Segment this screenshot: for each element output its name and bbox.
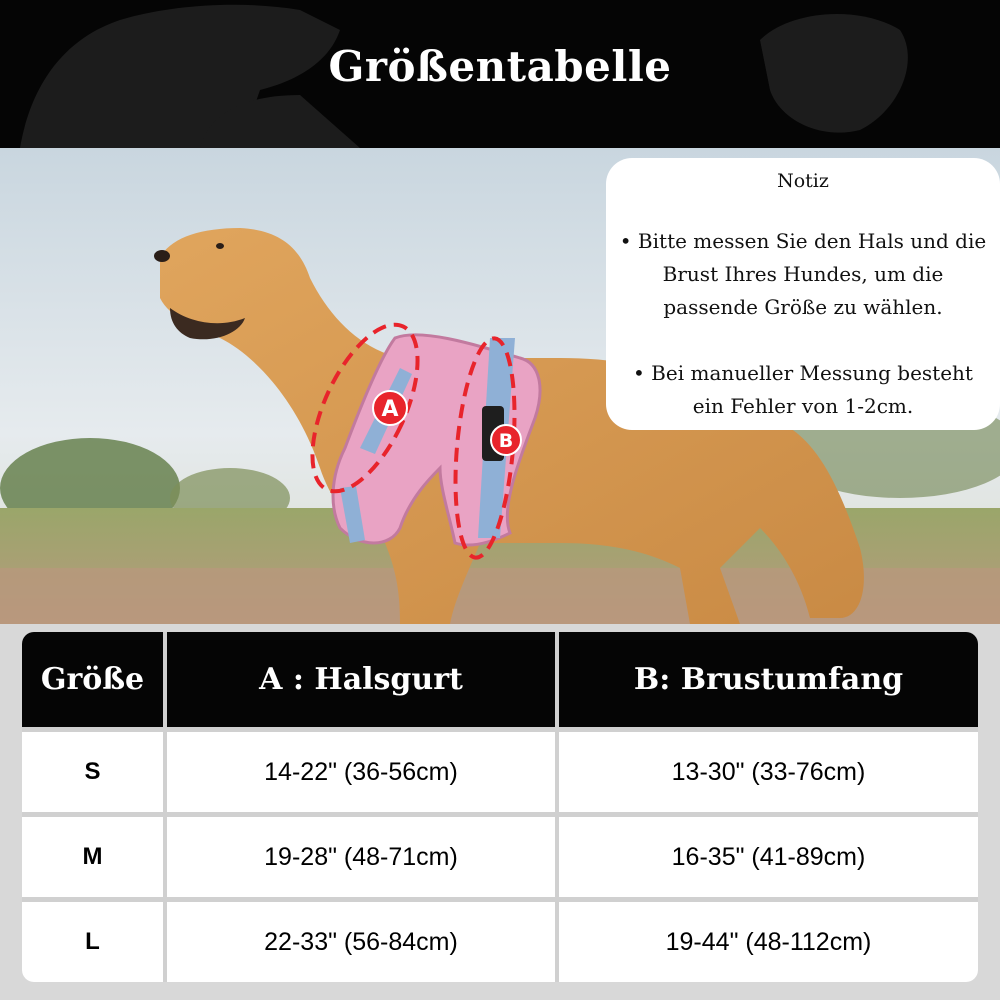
- size-table: [22, 632, 978, 982]
- marker-a-label: A: [381, 397, 399, 422]
- note-bullet-measure: • Bitte messen Sie den Hals und die Brust Ihres Hundes, um die passende Größe zu wählen.: [619, 229, 987, 319]
- neck-cell: 22-33" (56-84cm): [167, 902, 555, 982]
- header-banner: [0, 0, 1000, 148]
- page-title: Größentabelle: [328, 42, 672, 91]
- table-row: [22, 817, 978, 897]
- header-size: Größe: [22, 632, 163, 727]
- size-cell: L: [22, 902, 163, 982]
- table-header-row: [22, 632, 978, 727]
- neck-cell: 14-22" (36-56cm): [167, 732, 555, 812]
- marker-b-label: B: [498, 430, 514, 452]
- chest-cell: 16-35" (41-89cm): [559, 817, 978, 897]
- note-box: [606, 158, 1000, 430]
- neck-cell: 19-28" (48-71cm): [167, 817, 555, 897]
- size-table-area: [0, 624, 1000, 1000]
- table-row: [22, 902, 978, 982]
- note-title: Notiz: [777, 170, 829, 192]
- header-neck: A : Halsgurt: [167, 632, 555, 727]
- header-chest: B: Brustumfang: [559, 632, 978, 727]
- size-cell: S: [22, 732, 163, 812]
- note-bullet-tolerance: • Bei manueller Messung besteht ein Fehler von 1-2cm.: [633, 361, 973, 418]
- table-row: [22, 732, 978, 812]
- chest-cell: 19-44" (48-112cm): [559, 902, 978, 982]
- size-cell: M: [22, 817, 163, 897]
- chest-cell: 13-30" (33-76cm): [559, 732, 978, 812]
